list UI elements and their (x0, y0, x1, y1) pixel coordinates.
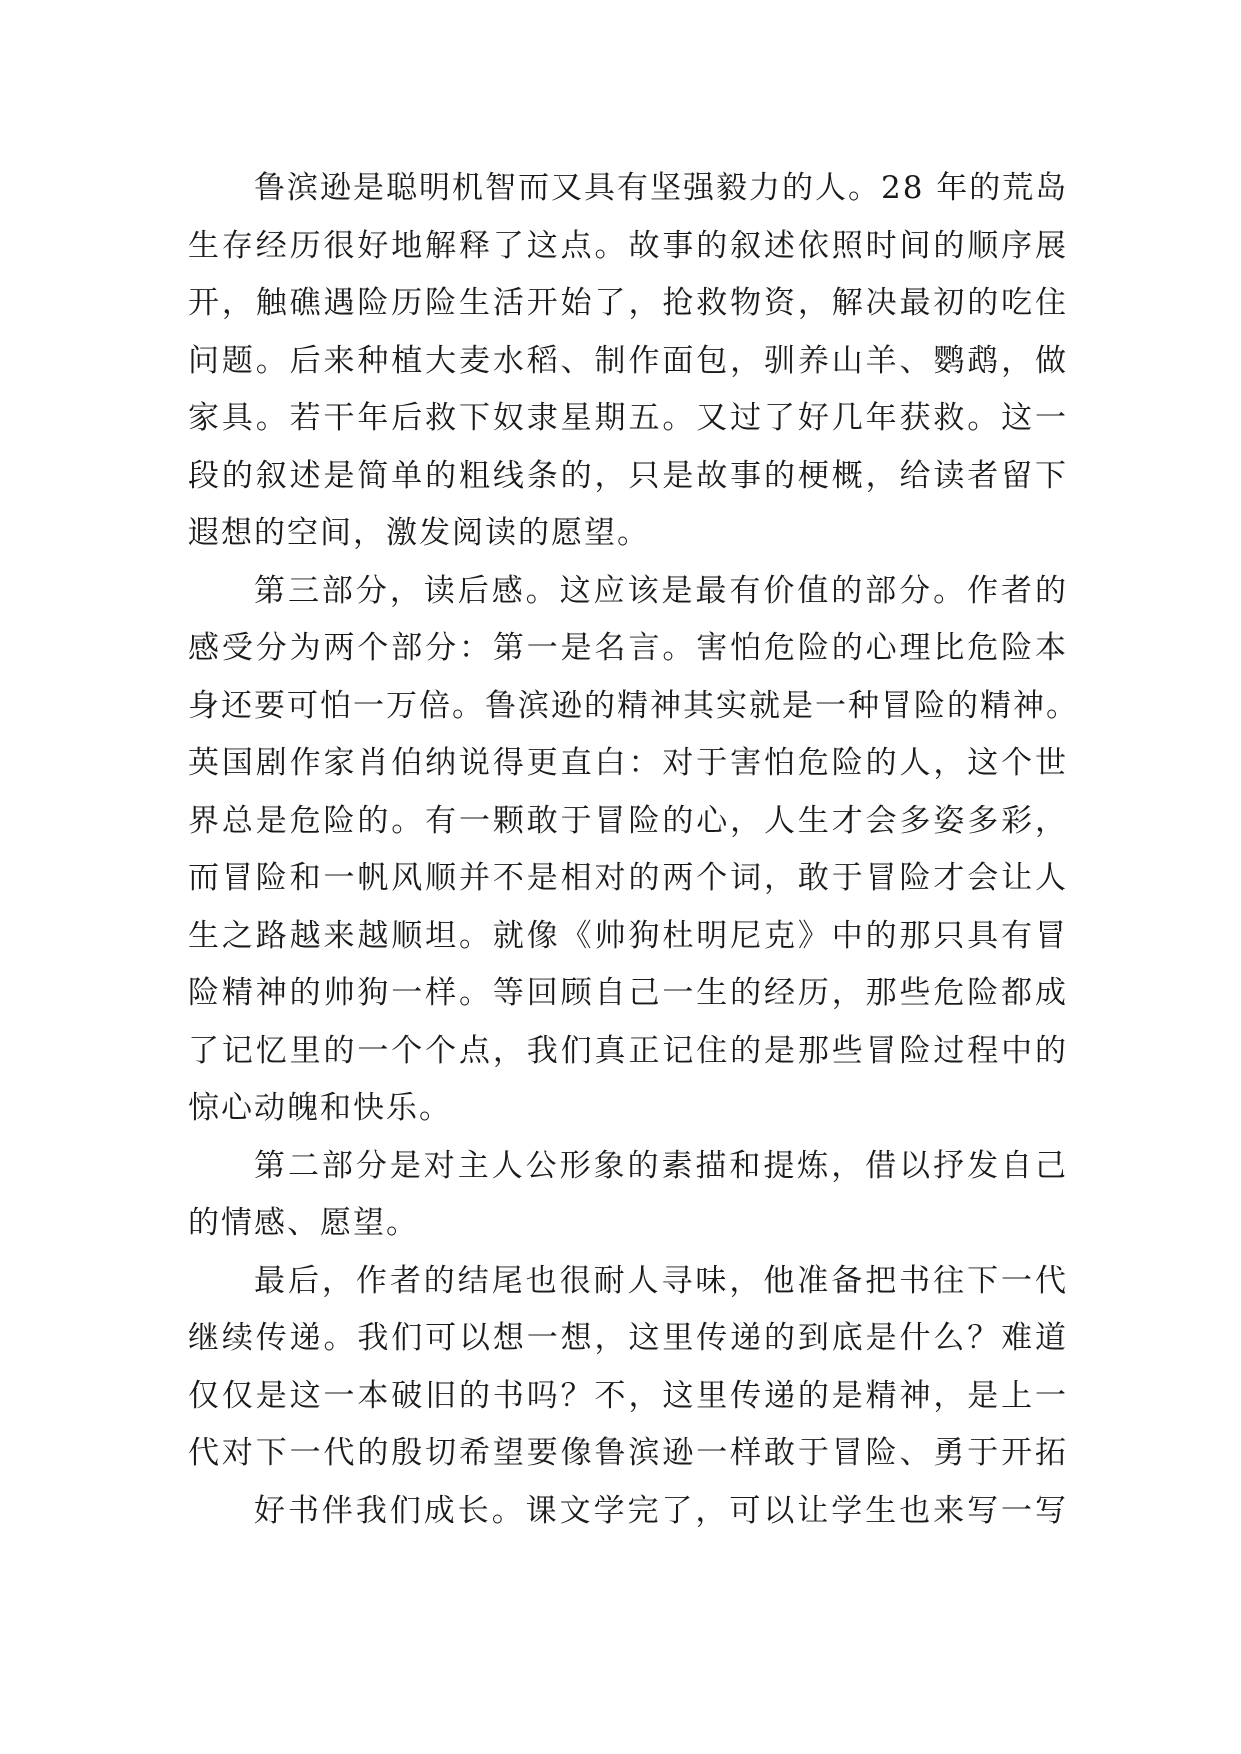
paragraph-1-line-3: 开，触礁遇险历险生活开始了，抢救物资，解决最初的吃住 (188, 285, 1068, 321)
paragraph-3-line-2: 的情感、愿望。 (188, 1205, 419, 1241)
paragraph-1-line-5: 家具。若干年后救下奴隶星期五。又过了好几年获救。这一 (188, 400, 1068, 436)
paragraph-1-line-7: 遐想的空间，激发阅读的愿望。 (188, 515, 650, 551)
paragraph-2-line-4: 英国剧作家肖伯纳说得更直白：对于害怕危险的人，这个世 (188, 745, 1068, 781)
paragraph-2-line-6: 而冒险和一帆风顺并不是相对的两个词，敢于冒险才会让人 (188, 860, 1068, 896)
paragraph-5-line-1: 好书伴我们成长。课文学完了，可以让学生也来写一写 (254, 1492, 1068, 1529)
document-body (188, 160, 1079, 1540)
paragraph-2-line-2: 感受分为两个部分：第一是名言。害怕危险的心理比危险本 (188, 630, 1068, 666)
paragraph-3-line-1: 第二部分是对主人公形象的素描和提炼，借以抒发自己 (254, 1147, 1068, 1184)
paragraph-4-line-2: 继续传递。我们可以想一想，这里传递的到底是什么？难道 (188, 1320, 1068, 1356)
paragraph-2-line-10: 惊心动魄和快乐。 (188, 1090, 452, 1126)
paragraph-4-line-4: 代对下一代的殷切希望要像鲁滨逊一样敢于冒险、勇于开拓 (188, 1435, 1068, 1471)
paragraph-2-line-7: 生之路越来越顺坦。就像《帅狗杜明尼克》中的那只具有冒 (188, 917, 1068, 954)
paragraph-2-line-3: 身还要可怕一万倍。鲁滨逊的精神其实就是一种冒险的精神。 (188, 687, 1079, 724)
paragraph-4-line-1: 最后，作者的结尾也很耐人寻味，他准备把书往下一代 (254, 1262, 1068, 1299)
paragraph-1-line-2: 生存经历很好地解释了这点。故事的叙述依照时间的顺序展 (188, 227, 1068, 264)
paragraph-2-line-9: 了记忆里的一个个点，我们真正记住的是那些冒险过程中的 (188, 1032, 1068, 1069)
paragraph-1-line-4: 问题。后来种植大麦水稻、制作面包，驯养山羊、鹦鹉，做 (188, 342, 1068, 379)
paragraph-1-line-6: 段的叙述是简单的粗线条的，只是故事的梗概，给读者留下 (188, 457, 1068, 494)
paragraph-4-line-3: 仅仅是这一本破旧的书吗？不，这里传递的是精神，是上一 (188, 1377, 1068, 1414)
paragraph-2-line-5: 界总是危险的。有一颗敢于冒险的心，人生才会多姿多彩， (188, 802, 1068, 839)
paragraph-1-line-1: 鲁滨逊是聪明机智而又具有坚强毅力的人。28 年的荒岛 (254, 170, 1069, 206)
paragraph-2-line-1: 第三部分，读后感。这应该是最有价值的部分。作者的 (254, 572, 1068, 609)
paragraph-2-line-8: 险精神的帅狗一样。等回顾自己一生的经历，那些危险都成 (188, 975, 1068, 1011)
